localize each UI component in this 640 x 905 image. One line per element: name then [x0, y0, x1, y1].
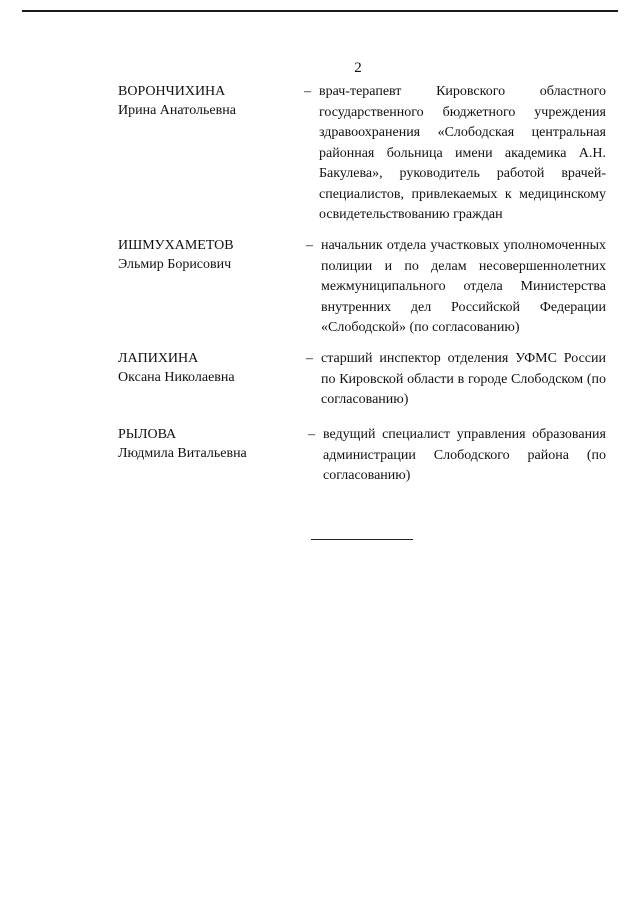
member-surname: ИШМУХАМЕТОВ	[118, 238, 234, 253]
page-number: 2	[354, 60, 362, 76]
member-name-block	[118, 425, 303, 463]
member-surname: РЫЛОВА	[118, 427, 177, 442]
dash-separator: –	[306, 351, 313, 366]
member-role: ведущий специалист управления образования администрации Слободского района (по согласованию)	[323, 427, 606, 483]
member-given-names: Эльмир Борисович	[118, 257, 232, 272]
member-given-names: Людмила Витальевна	[118, 446, 247, 461]
end-rule	[311, 539, 413, 540]
member-surname: ВОРОНЧИХИНА	[118, 84, 226, 99]
member-role: врач-терапевт Кировского областного государственного бюджетного учреждения здравоохранения «Слободская центральная районная больница имени академика А.Н. Бакулева», руководитель работой врачей-специалистов, привлекаемых к медицинскому освидетельствованию граждан	[319, 84, 606, 222]
dash-separator: –	[304, 84, 311, 99]
member-given-names: Оксана Николаевна	[118, 370, 235, 385]
dash-separator: –	[306, 238, 313, 253]
member-given-names: Ирина Анатольевна	[118, 103, 236, 118]
member-surname: ЛАПИХИНА	[118, 351, 199, 366]
top-rule	[22, 10, 618, 12]
dash-separator: –	[308, 427, 315, 442]
member-name-block	[118, 236, 303, 274]
member-name-block	[118, 349, 303, 387]
member-role: начальник отдела участковых уполномоченных полиции и по делам несовершеннолетних межмуниципального отдела Министерства внутренних дел Российской Федерации «Слободской» (по согласованию)	[321, 238, 606, 335]
member-name-block	[118, 82, 303, 120]
member-role: старший инспектор отделения УФМС России по Кировской области в городе Слободском (по согласованию)	[321, 351, 606, 407]
